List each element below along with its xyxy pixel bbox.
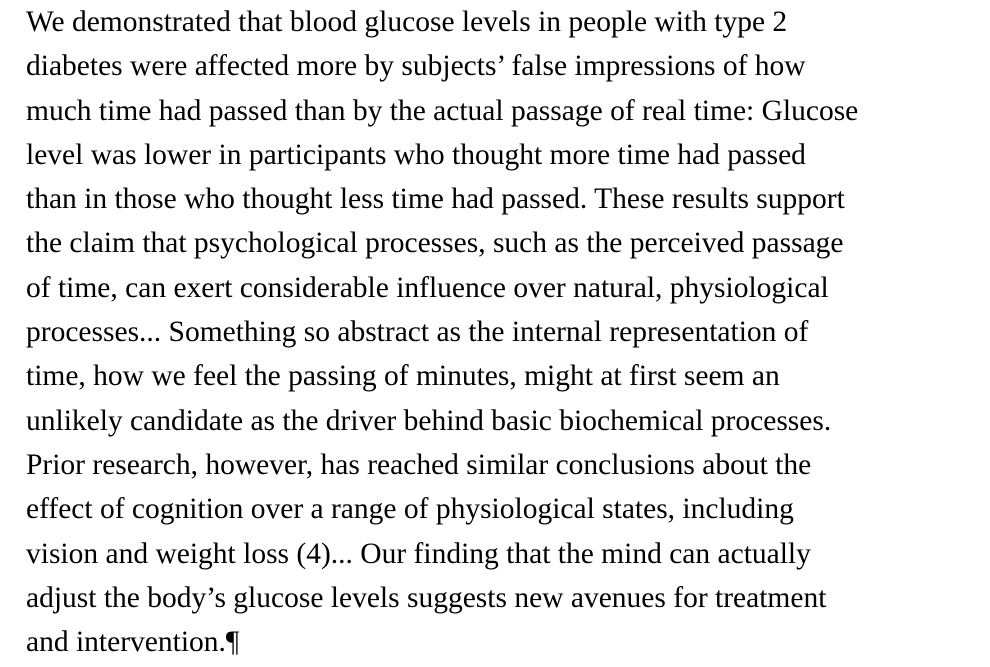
text-line-4: level was lower in participants who thought more time had passed	[26, 138, 806, 171]
text-line-10: unlikely candidate as the driver behind basic biochemical processes.	[26, 404, 832, 437]
paragraph-mark: ¶	[225, 626, 240, 659]
text-line-13: vision and weight loss (4)... Our finding that the mind can actually	[26, 537, 811, 570]
text-line-9: time, how we feel the passing of minutes, might at first seem an	[26, 360, 780, 393]
text-line-3: much time had passed than by the actual passage of real time: Glucose	[26, 94, 859, 127]
text-line-12: effect of cognition over a range of physiological states, including	[26, 493, 794, 526]
text-line-2: diabetes were affected more by subjects’ false impressions of how	[26, 50, 806, 83]
text-line-14: adjust the body’s glucose levels suggests new avenues for treatment	[26, 581, 827, 614]
text-line-5: than in those who thought less time had passed. These results support	[26, 183, 845, 216]
text-line-15	[26, 620, 986, 664]
text-line-6: the claim that psychological processes, such as the perceived passage	[26, 227, 844, 260]
body-paragraph	[26, 0, 986, 664]
last-line-text: and intervention.	[26, 626, 226, 659]
text-line-11: Prior research, however, has reached similar conclusions about the	[26, 448, 812, 481]
text-line-8: processes... Something so abstract as the internal representation of	[26, 316, 809, 349]
text-line-1: We demonstrated that blood glucose levels in people with type 2	[26, 6, 788, 38]
text-line-7: of time, can exert considerable influence over natural, physiological	[26, 271, 829, 304]
